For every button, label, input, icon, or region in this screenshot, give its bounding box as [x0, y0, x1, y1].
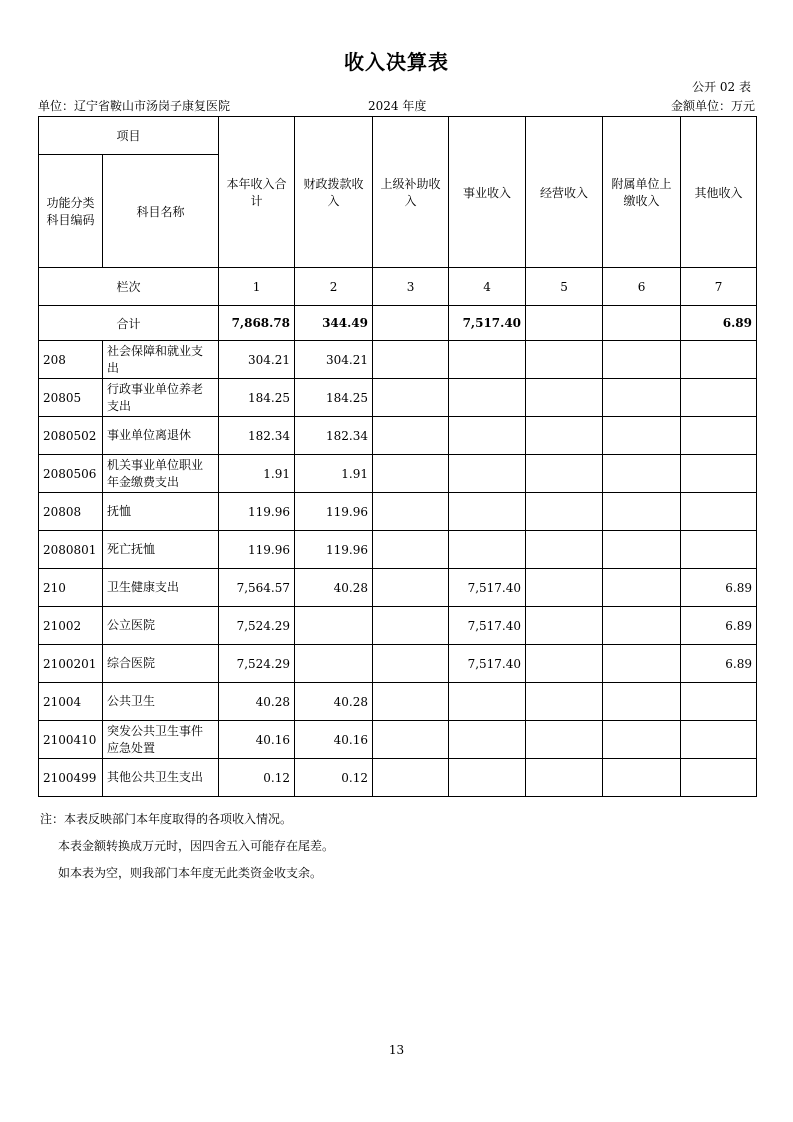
notes	[40, 806, 334, 887]
row-operating-cell	[526, 607, 603, 645]
column-index-num: 5	[526, 268, 603, 306]
row-business-cell	[449, 683, 526, 721]
row-fiscal-cell	[295, 645, 373, 683]
row-superior-cell	[373, 645, 449, 683]
reporting-unit: 单位：辽宁省鞍山市汤岗子康复医院	[38, 99, 231, 113]
column-index-label: 栏次	[39, 268, 219, 306]
header-superior: 上级补助收入	[373, 117, 449, 268]
document-meta	[38, 97, 755, 113]
row-code-cell: 20808	[39, 493, 103, 531]
column-index-num: 6	[603, 268, 681, 306]
header-total-income: 本年收入合计	[219, 117, 295, 268]
row-business-cell	[449, 379, 526, 417]
table-row	[39, 569, 757, 607]
row-superior-cell	[373, 379, 449, 417]
amount-unit: 金额单位：万元	[670, 99, 755, 113]
total-fiscal-cell: 344.49	[295, 306, 373, 341]
table-row	[39, 531, 757, 569]
row-affiliated-cell	[603, 569, 681, 607]
row-code-cell: 2080506	[39, 455, 103, 493]
header-row-item	[39, 117, 757, 155]
row-total-cell: 304.21	[219, 341, 295, 379]
row-affiliated-cell	[603, 721, 681, 759]
row-superior-cell	[373, 759, 449, 797]
row-total-cell: 40.28	[219, 683, 295, 721]
row-superior-cell	[373, 417, 449, 455]
row-code-cell: 2080801	[39, 531, 103, 569]
row-name-cell: 行政事业单位养老支出	[103, 379, 219, 417]
row-superior-cell	[373, 341, 449, 379]
row-affiliated-cell	[603, 341, 681, 379]
header-func-code: 功能分类科目编码	[39, 155, 103, 268]
row-fiscal-cell: 119.96	[295, 493, 373, 531]
row-affiliated-cell	[603, 683, 681, 721]
table-row	[39, 683, 757, 721]
row-business-cell: 7,517.40	[449, 569, 526, 607]
column-index-num: 3	[373, 268, 449, 306]
header-item: 项目	[39, 117, 219, 155]
row-total-cell: 7,524.29	[219, 607, 295, 645]
row-code-cell: 2100499	[39, 759, 103, 797]
header-subject-name: 科目名称	[103, 155, 219, 268]
row-other-cell: 6.89	[681, 607, 757, 645]
column-index-num: 2	[295, 268, 373, 306]
row-name-cell: 公共卫生	[103, 683, 219, 721]
form-code: 公开 02 表	[692, 80, 751, 94]
row-other-cell	[681, 379, 757, 417]
header-other: 其他收入	[681, 117, 757, 268]
total-business-cell: 7,517.40	[449, 306, 526, 341]
income-table	[38, 116, 757, 797]
row-operating-cell	[526, 379, 603, 417]
row-code-cell: 2100410	[39, 721, 103, 759]
row-affiliated-cell	[603, 759, 681, 797]
row-fiscal-cell: 304.21	[295, 341, 373, 379]
table-row	[39, 721, 757, 759]
row-code-cell: 21004	[39, 683, 103, 721]
table-row	[39, 341, 757, 379]
page-number: 13	[388, 1043, 405, 1057]
row-operating-cell	[526, 493, 603, 531]
row-business-cell	[449, 759, 526, 797]
row-code-cell: 21002	[39, 607, 103, 645]
row-fiscal-cell: 40.28	[295, 569, 373, 607]
row-superior-cell	[373, 455, 449, 493]
row-name-cell: 社会保障和就业支出	[103, 341, 219, 379]
row-operating-cell	[526, 455, 603, 493]
table-row	[39, 759, 757, 797]
row-superior-cell	[373, 607, 449, 645]
table-row	[39, 379, 757, 417]
row-total-cell: 184.25	[219, 379, 295, 417]
row-business-cell	[449, 531, 526, 569]
row-affiliated-cell	[603, 531, 681, 569]
row-other-cell	[681, 683, 757, 721]
row-name-cell: 其他公共卫生支出	[103, 759, 219, 797]
page-title: 收入决算表	[344, 50, 449, 74]
table-row	[39, 455, 757, 493]
header-fiscal: 财政拨款收入	[295, 117, 373, 268]
row-total-cell: 7,524.29	[219, 645, 295, 683]
row-business-cell	[449, 493, 526, 531]
total-income-cell: 7,868.78	[219, 306, 295, 341]
column-index-num: 4	[449, 268, 526, 306]
table-row	[39, 607, 757, 645]
row-operating-cell	[526, 341, 603, 379]
row-fiscal-cell: 40.28	[295, 683, 373, 721]
total-affiliated-cell	[603, 306, 681, 341]
row-operating-cell	[526, 531, 603, 569]
row-fiscal-cell: 119.96	[295, 531, 373, 569]
row-business-cell: 7,517.40	[449, 607, 526, 645]
row-affiliated-cell	[603, 645, 681, 683]
header-business: 事业收入	[449, 117, 526, 268]
column-index-row	[39, 268, 757, 306]
header-affiliated: 附属单位上缴收入	[603, 117, 681, 268]
row-operating-cell	[526, 569, 603, 607]
row-superior-cell	[373, 569, 449, 607]
row-superior-cell	[373, 683, 449, 721]
row-business-cell: 7,517.40	[449, 645, 526, 683]
row-business-cell	[449, 721, 526, 759]
row-operating-cell	[526, 721, 603, 759]
row-affiliated-cell	[603, 379, 681, 417]
row-name-cell: 公立医院	[103, 607, 219, 645]
row-total-cell: 119.96	[219, 531, 295, 569]
row-affiliated-cell	[603, 493, 681, 531]
row-other-cell: 6.89	[681, 569, 757, 607]
row-other-cell: 6.89	[681, 645, 757, 683]
row-business-cell	[449, 341, 526, 379]
row-fiscal-cell: 182.34	[295, 417, 373, 455]
total-row	[39, 306, 757, 341]
table-row	[39, 417, 757, 455]
row-business-cell	[449, 455, 526, 493]
row-fiscal-cell: 0.12	[295, 759, 373, 797]
fiscal-year: 2024 年度	[368, 99, 427, 113]
row-operating-cell	[526, 683, 603, 721]
row-business-cell	[449, 417, 526, 455]
row-superior-cell	[373, 493, 449, 531]
row-fiscal-cell	[295, 607, 373, 645]
row-operating-cell	[526, 417, 603, 455]
row-name-cell: 机关事业单位职业年金缴费支出	[103, 455, 219, 493]
table-row	[39, 645, 757, 683]
row-name-cell: 卫生健康支出	[103, 569, 219, 607]
row-operating-cell	[526, 645, 603, 683]
row-code-cell: 20805	[39, 379, 103, 417]
row-fiscal-cell: 1.91	[295, 455, 373, 493]
total-operating-cell	[526, 306, 603, 341]
total-other-cell: 6.89	[681, 306, 757, 341]
row-affiliated-cell	[603, 417, 681, 455]
note-line: 如本表为空，则我部门本年度无此类资金收支余。	[58, 866, 323, 880]
row-superior-cell	[373, 721, 449, 759]
header-operating: 经营收入	[526, 117, 603, 268]
row-fiscal-cell: 184.25	[295, 379, 373, 417]
row-name-cell: 综合医院	[103, 645, 219, 683]
column-index-num: 7	[681, 268, 757, 306]
column-index-num: 1	[219, 268, 295, 306]
row-code-cell: 2100201	[39, 645, 103, 683]
row-other-cell	[681, 759, 757, 797]
row-operating-cell	[526, 759, 603, 797]
row-other-cell	[681, 341, 757, 379]
total-superior-cell	[373, 306, 449, 341]
row-affiliated-cell	[603, 455, 681, 493]
row-name-cell: 死亡抚恤	[103, 531, 219, 569]
note-line: 注：本表反映部门本年度取得的各项收入情况。	[40, 812, 293, 826]
row-total-cell: 119.96	[219, 493, 295, 531]
row-other-cell	[681, 417, 757, 455]
note-line: 本表金额转换成万元时，因四舍五入可能存在尾差。	[58, 839, 335, 853]
row-superior-cell	[373, 531, 449, 569]
row-name-cell: 突发公共卫生事件应急处置	[103, 721, 219, 759]
table-row	[39, 493, 757, 531]
row-other-cell	[681, 531, 757, 569]
row-affiliated-cell	[603, 607, 681, 645]
row-code-cell: 208	[39, 341, 103, 379]
row-total-cell: 40.16	[219, 721, 295, 759]
row-name-cell: 事业单位离退休	[103, 417, 219, 455]
row-name-cell: 抚恤	[103, 493, 219, 531]
row-other-cell	[681, 493, 757, 531]
total-label: 合计	[39, 306, 219, 341]
row-other-cell	[681, 455, 757, 493]
row-other-cell	[681, 721, 757, 759]
row-fiscal-cell: 40.16	[295, 721, 373, 759]
row-total-cell: 1.91	[219, 455, 295, 493]
row-total-cell: 0.12	[219, 759, 295, 797]
row-code-cell: 210	[39, 569, 103, 607]
row-total-cell: 7,564.57	[219, 569, 295, 607]
row-total-cell: 182.34	[219, 417, 295, 455]
row-code-cell: 2080502	[39, 417, 103, 455]
